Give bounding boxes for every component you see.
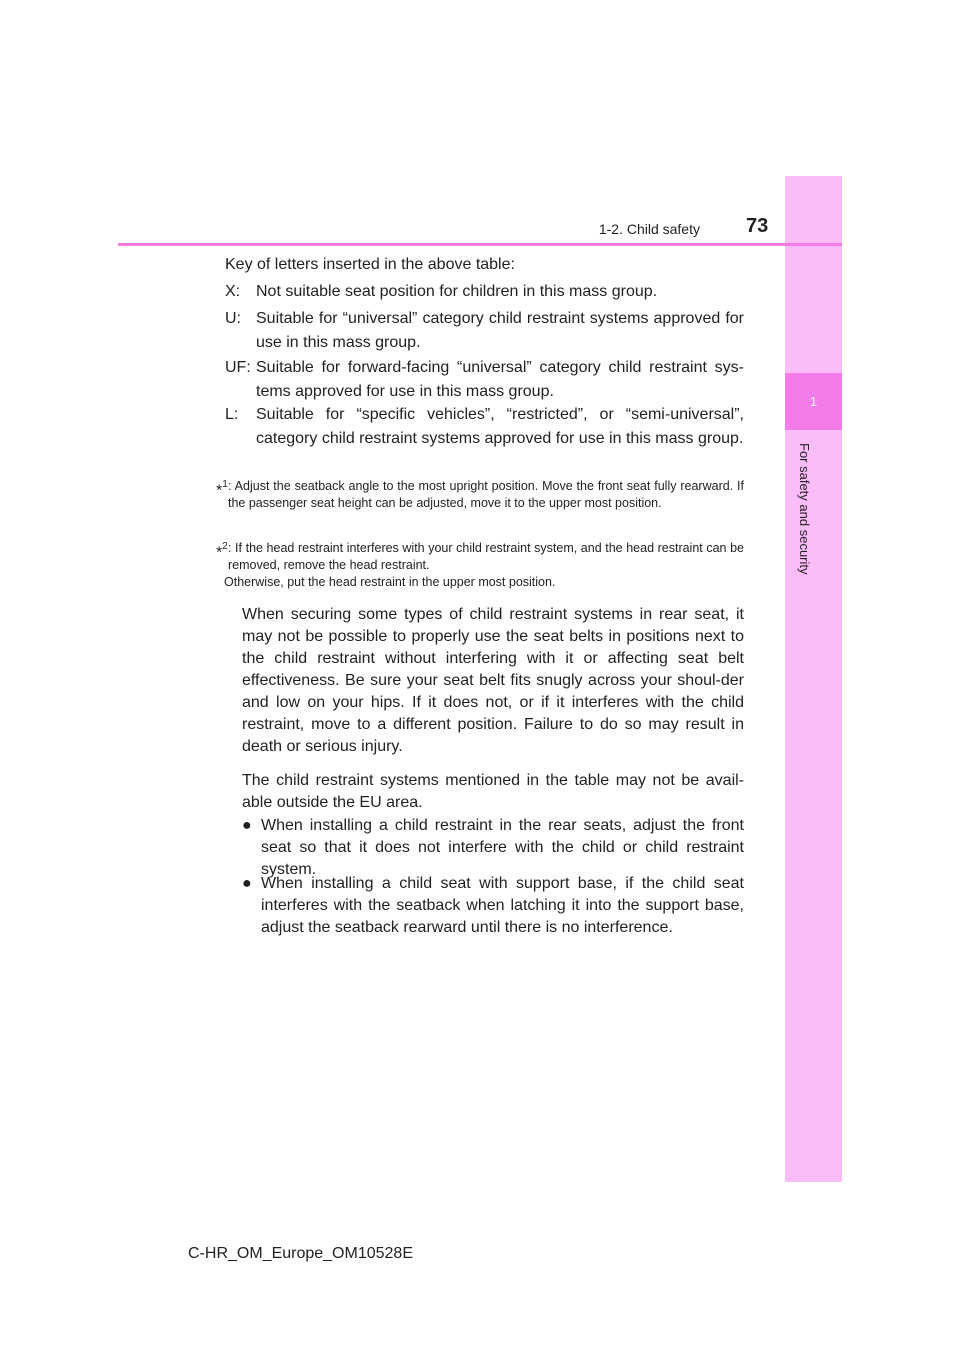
footnote-2 — [216, 540, 744, 591]
key-item-x — [225, 280, 744, 304]
bullet-item — [242, 873, 744, 939]
key-code: UF: — [225, 359, 251, 376]
key-code: L: — [225, 406, 239, 423]
footnote-text: : If the head restraint interferes with your child restraint system, and the head restraint can be removed, remove the head restraint. — [228, 541, 744, 572]
footnote-text-continued: Otherwise, put the head restraint in the upper most position. — [224, 575, 556, 589]
bullet-icon: ● — [242, 875, 252, 892]
key-code: U: — [225, 310, 241, 327]
page-number: 73 — [746, 215, 769, 237]
bullet-item — [242, 815, 744, 881]
document-code: C-HR_OM_Europe_OM10528E — [188, 1245, 413, 1262]
footnote-mark: *$^1$ — [216, 479, 228, 500]
bullet-icon: ● — [242, 817, 252, 834]
body-paragraph: The child restraint systems mentioned in the table may not be avail-able outside the EU area. — [242, 772, 744, 811]
footnote-mark: *$^2$ — [216, 541, 228, 562]
body-paragraph: When securing some types of child restraint systems in rear seat, it may not be possible to properly use the seat belts in positions next to the child restraint without interfering with it or affecting seat belt effectiveness. Be sure your seat belt fits snugly across your shoul-der and low on your hips. If it does not, or if it interferes with the child restraint, move to a different position. Failure to do so may result in death or serious injury. — [242, 606, 744, 755]
key-item-uf — [225, 356, 744, 404]
key-description: Suitable for “universal” category child restraint systems approved for use in this mass group. — [256, 310, 744, 351]
chapter-label: For safety and security — [797, 443, 812, 575]
key-description: Not suitable seat position for children in this mass group. — [256, 283, 658, 300]
key-description: Suitable for “specific vehicles”, “restricted”, or “semi-universal”, category child restraint systems approved for use in this mass group. — [256, 406, 744, 447]
footnote-text: : Adjust the seatback angle to the most upright position. Move the front seat fully rearward. If the passenger seat height can be adjusted, move it to the upper most position. — [228, 479, 744, 510]
section-title: 1-2. Child safety — [598, 221, 700, 237]
key-description: Suitable for forward-facing “universal” category child restraint sys-tems approved for use in this mass group. — [256, 359, 744, 400]
side-tab — [785, 176, 842, 1182]
key-item-l — [225, 403, 744, 451]
bullet-text: When installing a child seat with support base, if the child seat interferes with the seatback when latching it into the support base, adjust the seatback rearward until there is no interference. — [261, 875, 744, 936]
chapter-number: 1 — [785, 373, 842, 430]
key-code: X: — [225, 283, 241, 300]
footnote-1 — [216, 478, 744, 512]
header-rule — [118, 243, 842, 246]
key-item-u — [225, 307, 744, 355]
key-intro: Key of letters inserted in the above table: — [225, 256, 515, 273]
bullet-text: When installing a child restraint in the rear seats, adjust the front seat so that it does not interfere with the child or child restraint system. — [261, 817, 744, 878]
